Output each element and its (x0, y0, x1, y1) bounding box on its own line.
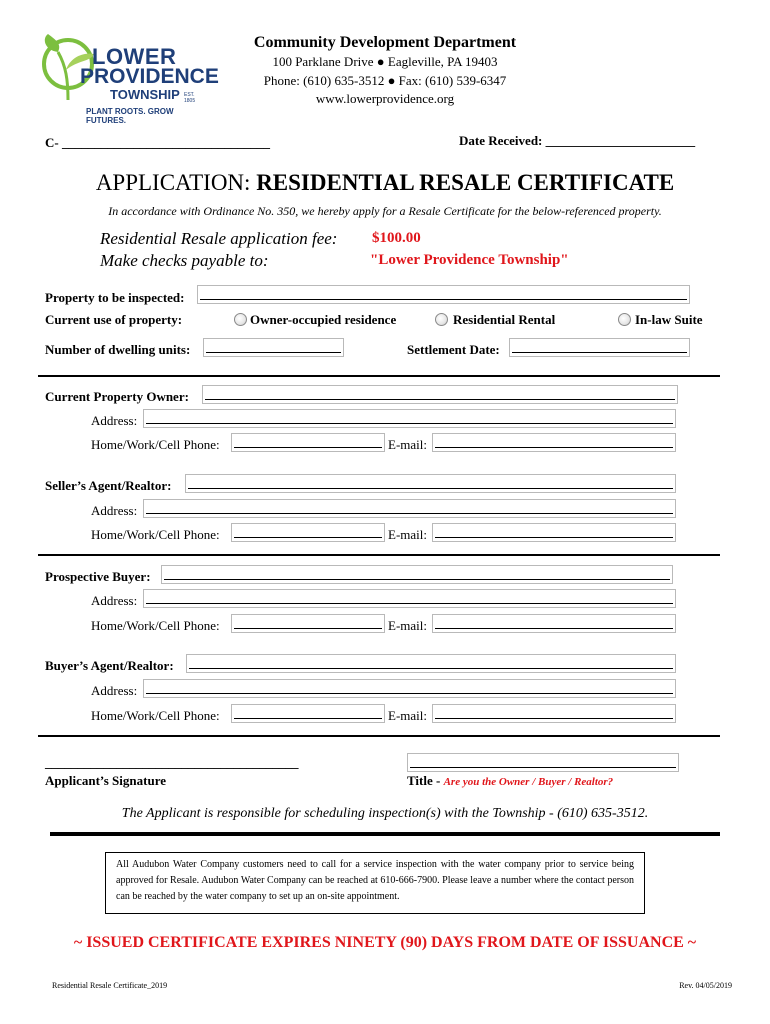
buyer-email-field[interactable] (432, 614, 676, 633)
seller-phone-field[interactable] (231, 523, 385, 542)
buyer-agent-email-field[interactable] (432, 704, 676, 723)
seller-address-field[interactable] (143, 499, 676, 518)
seller-address-label: Address: (91, 503, 138, 518)
buyer-agent-address-label: Address: (91, 683, 138, 698)
form-title-main: RESIDENTIAL RESALE CERTIFICATE (256, 170, 675, 195)
buyer-agent-address-field[interactable] (143, 679, 676, 698)
fee-label: Residential Resale application fee: (100, 229, 338, 248)
property-inspected-field[interactable] (197, 285, 690, 304)
buyer-agent-phone-label: Home/Work/Cell Phone: (91, 708, 220, 723)
buyer-phone-label: Home/Work/Cell Phone: (91, 618, 220, 633)
signature-line[interactable]: _______________________________________ (45, 755, 299, 770)
residential-rental-radio[interactable] (435, 313, 448, 326)
buyer-address-label: Address: (91, 593, 138, 608)
settlement-date-field[interactable] (509, 338, 690, 357)
buyer-phone-field[interactable] (231, 614, 385, 633)
logo-line2: PROVIDENCE (80, 65, 219, 88)
seller-email-field[interactable] (432, 523, 676, 542)
buyer-address-field[interactable] (143, 589, 676, 608)
seller-phone-label: Home/Work/Cell Phone: (91, 527, 220, 542)
buyer-agent-field[interactable] (186, 654, 676, 673)
owner-label: Current Property Owner: (45, 389, 189, 404)
footer-right: Rev. 04/05/2019 (679, 981, 732, 990)
date-received[interactable]: Date Received: _______________________ (459, 133, 696, 148)
thick-divider (50, 832, 720, 836)
signature-label: Applicant’s Signature (45, 773, 166, 788)
owner-email-field[interactable] (432, 433, 676, 452)
settlement-date-label: Settlement Date: (407, 342, 500, 357)
buyer-email-label: E-mail: (388, 618, 427, 633)
payable-label: Make checks payable to: (100, 251, 269, 270)
owner-occupied-radio[interactable] (234, 313, 247, 326)
owner-address-field[interactable] (143, 409, 676, 428)
owner-phone-field[interactable] (231, 433, 385, 452)
section-divider (38, 735, 720, 737)
fee-value: $100.00 (372, 230, 421, 246)
buyer-agent-email-label: E-mail: (388, 708, 427, 723)
buyer-agent-phone-field[interactable] (231, 704, 385, 723)
owner-name-field[interactable] (202, 385, 678, 404)
seller-agent-field[interactable] (185, 474, 676, 493)
payable-value: "Lower Providence Township" (370, 252, 569, 268)
logo-line1: LOWER (92, 44, 177, 69)
property-inspected-label: Property to be inspected: (45, 290, 185, 305)
dwelling-units-field[interactable] (203, 338, 344, 357)
buyer-name-field[interactable] (161, 565, 673, 584)
buyer-agent-label: Buyer’s Agent/Realtor: (45, 658, 174, 673)
title-hint: Are you the Owner / Buyer / Realtor? (443, 776, 614, 788)
current-use-label: Current use of property: (45, 312, 183, 327)
department-name: Community Development Department (253, 34, 517, 51)
department-website: www.lowerprovidence.org (315, 91, 455, 106)
scheduling-note: The Applicant is responsible for scheduling inspection(s) with the Township - (610) 635-3512. (121, 806, 649, 821)
owner-address-label: Address: (91, 413, 138, 428)
seller-email-label: E-mail: (388, 527, 427, 542)
township-logo (38, 30, 219, 125)
expiry-notice: ~ ISSUED CERTIFICATE EXPIRES NINETY (90) DAYS FROM DATE OF ISSUANCE ~ (73, 934, 697, 951)
water-notice-text: All Audubon Water Company customers need to call for a service inspection with the water company prior to service being approved for Resale. Audubon Water Company can be reached at 610-666-7900. Please leave a number where the contact person can be reached by the water company to set up an on-site appointment. (116, 859, 634, 902)
buyer-label: Prospective Buyer: (45, 569, 151, 584)
form-subtitle: In accordance with Ordinance No. 350, we hereby apply for a Resale Certificate for the below-referenced property. (108, 204, 662, 218)
seller-agent-label: Seller’s Agent/Realtor: (45, 478, 172, 493)
footer-left: Residential Resale Certificate_2019 (52, 981, 168, 990)
logo-line3: TOWNSHIP (110, 87, 180, 102)
owner-occupied-label: Owner-occupied residence (250, 312, 397, 327)
logo-est: EST. 1805 (184, 92, 196, 104)
dwelling-units-label: Number of dwelling units: (45, 342, 191, 357)
case-number[interactable]: C- ________________________________ (45, 135, 270, 150)
form-title (0, 170, 770, 196)
department-phone-fax: Phone: (610) 635-3512 ● Fax: (610) 539-6347 (263, 73, 507, 88)
form-title-prefix: APPLICATION: (95, 170, 257, 195)
owner-phone-label: Home/Work/Cell Phone: (91, 437, 220, 452)
title-label: Title - (407, 773, 444, 788)
residential-rental-label: Residential Rental (453, 312, 556, 327)
in-law-suite-label: In-law Suite (635, 312, 703, 327)
title-field[interactable] (407, 753, 679, 772)
section-divider (38, 375, 720, 377)
in-law-suite-radio[interactable] (618, 313, 631, 326)
water-notice-box (105, 852, 645, 914)
owner-email-label: E-mail: (388, 437, 427, 452)
section-divider (38, 554, 720, 556)
logo-tagline: PLANT ROOTS. GROW FUTURES. (86, 107, 174, 125)
title-label-row (407, 773, 613, 789)
department-address: 100 Parklane Drive ● Eagleville, PA 19403 (272, 54, 498, 69)
